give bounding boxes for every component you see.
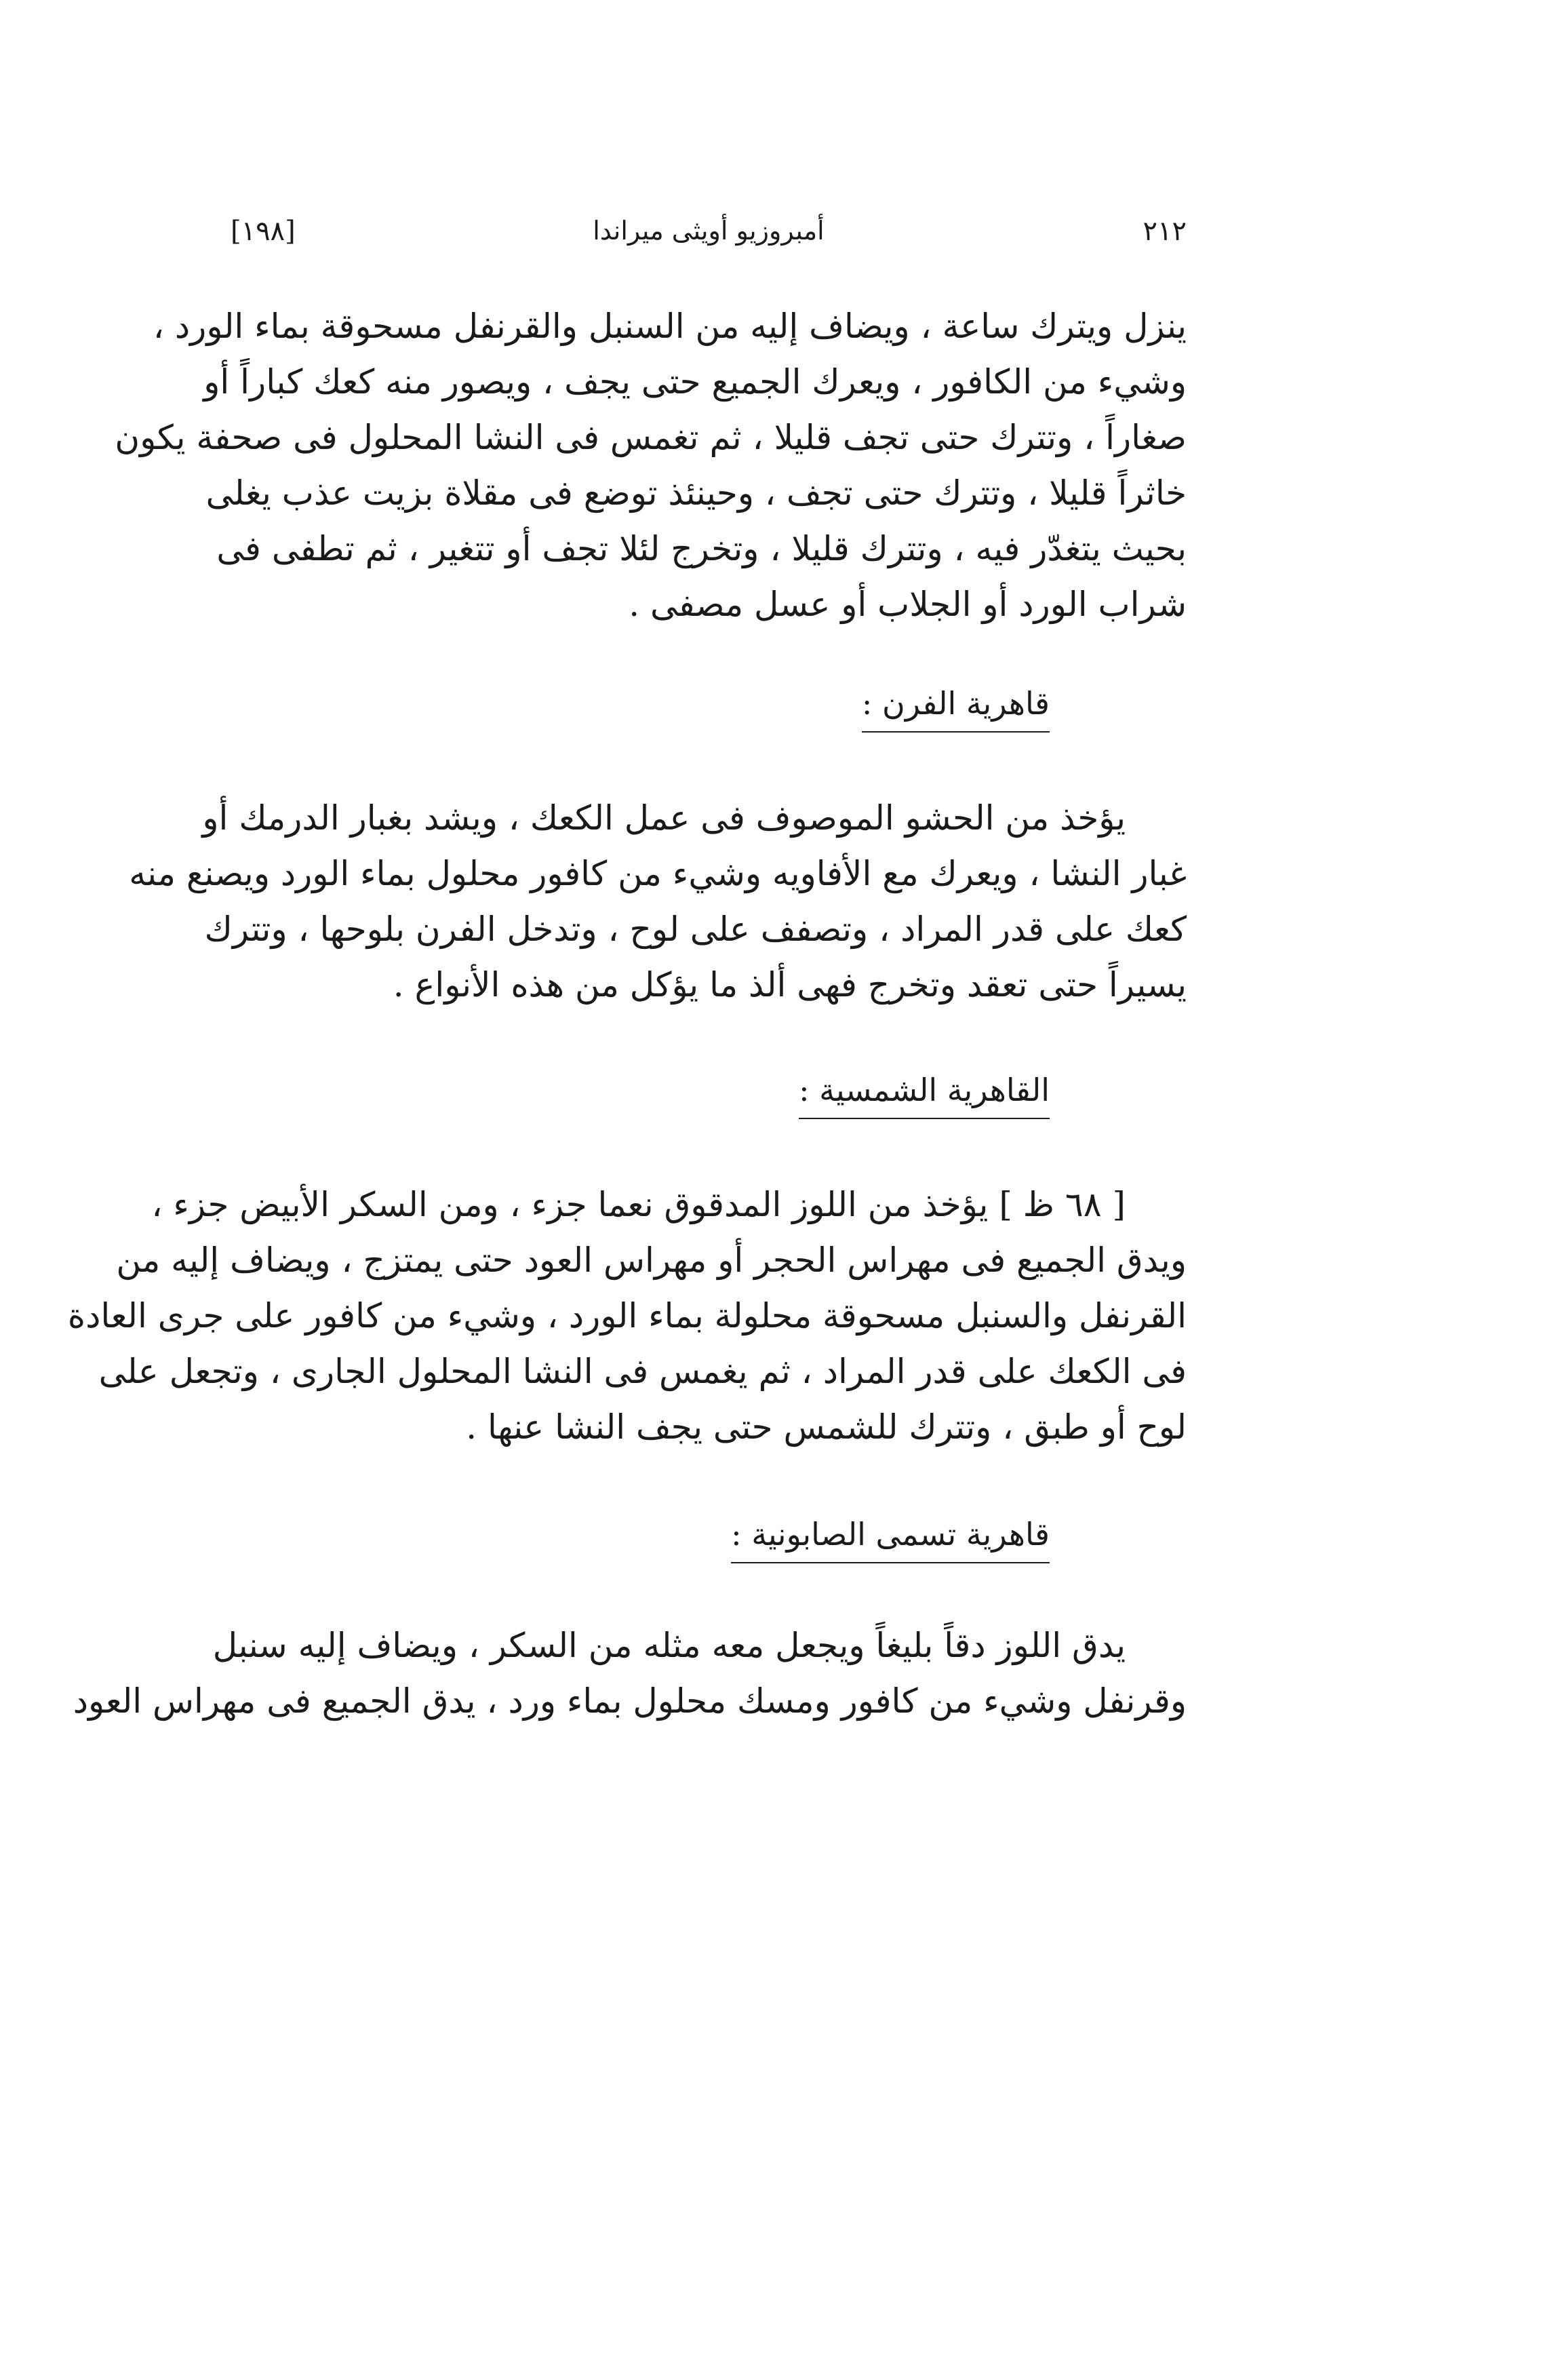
text-line: وقرنفل وشيء من كافور ومسك محلول بماء ورد ، يدق الجميع فى مهراس العود — [73, 1681, 1187, 1721]
text-line: وشيء من الكافور ، ويعرك الجميع حتى يجف ، ويصور منه كعك كباراً أو — [203, 362, 1187, 402]
paragraph-continuation — [115, 298, 1187, 632]
section-heading: القاهرية الشمسية : — [799, 1072, 1050, 1119]
text-line: غبار النشا ، ويعرك مع الأفاويه وشيء من كافور محلول بماء الورد ويصنع منه — [129, 854, 1187, 893]
running-title: أمبروزيو أويثى ميراندا — [593, 216, 825, 246]
text-line: [ ٦٨ ظ ] يؤخذ من اللوز المدقوق نعما جزء ، ومن السكر الأبيض جزء ، — [151, 1185, 1126, 1224]
text-line: كعك على قدر المراد ، وتصفف على لوح ، وتدخل الفرن بلوحها ، وتترك — [204, 910, 1187, 949]
text-line: فى الكعك على قدر المراد ، ثم يغمس فى النشا المحلول الجارى ، وتجعل على — [98, 1352, 1187, 1391]
section-heading: قاهرية الفرن : — [862, 685, 1050, 733]
text-line: صغاراً ، وتترك حتى تجف قليلا ، ثم تغمس فى النشا المحلول فى صحفة يكون — [115, 418, 1187, 457]
text-line: القرنفل والسنبل مسحوقة محلولة بماء الورد ، وشيء من كافور على جرى العادة — [67, 1296, 1187, 1335]
paragraph-sabuniya — [73, 1618, 1187, 1729]
text-line: يسيراً حتى تعقد وتخرج فهى ألذ ما يؤكل من هذه الأنواع . — [393, 965, 1187, 1004]
page-header — [231, 216, 1187, 270]
paragraph-oven-qahiriya — [129, 790, 1187, 1013]
text-line: بحيث يتغدّر فيه ، وتترك قليلا ، وتخرج لئلا تجف أو تتغير ، ثم تطفى فى — [216, 529, 1187, 568]
text-line: شراب الورد أو الجلاب أو عسل مصفى . — [629, 585, 1187, 624]
paragraph-sun-qahiriya — [67, 1177, 1187, 1455]
text-line: ينزل ويترك ساعة ، ويضاف إليه من السنبل والقرنفل مسحوقة بماء الورد ، — [153, 307, 1187, 346]
manuscript-folio: [١٩٨] — [231, 216, 296, 247]
section-heading: قاهرية تسمى الصابونية : — [731, 1516, 1050, 1563]
page-number: ٢١٢ — [1143, 216, 1187, 247]
text-line: يدق اللوز دقاً بليغاً ويجعل معه مثله من السكر ، ويضاف إليه سنبل — [212, 1626, 1126, 1665]
text-line: ويدق الجميع فى مهراس الحجر أو مهراس العود حتى يمتزج ، ويضاف إليه من — [116, 1241, 1187, 1280]
text-line: يؤخذ من الحشو الموصوف فى عمل الكعك ، ويشد بغبار الدرمك أو — [202, 798, 1126, 838]
text-line: لوح أو طبق ، وتترك للشمس حتى يجف النشا عنها . — [466, 1407, 1187, 1447]
text-line: خاثراً قليلا ، وتترك حتى تجف ، وحينئذ توضع فى مقلاة بزيت عذب يغلى — [205, 473, 1187, 513]
